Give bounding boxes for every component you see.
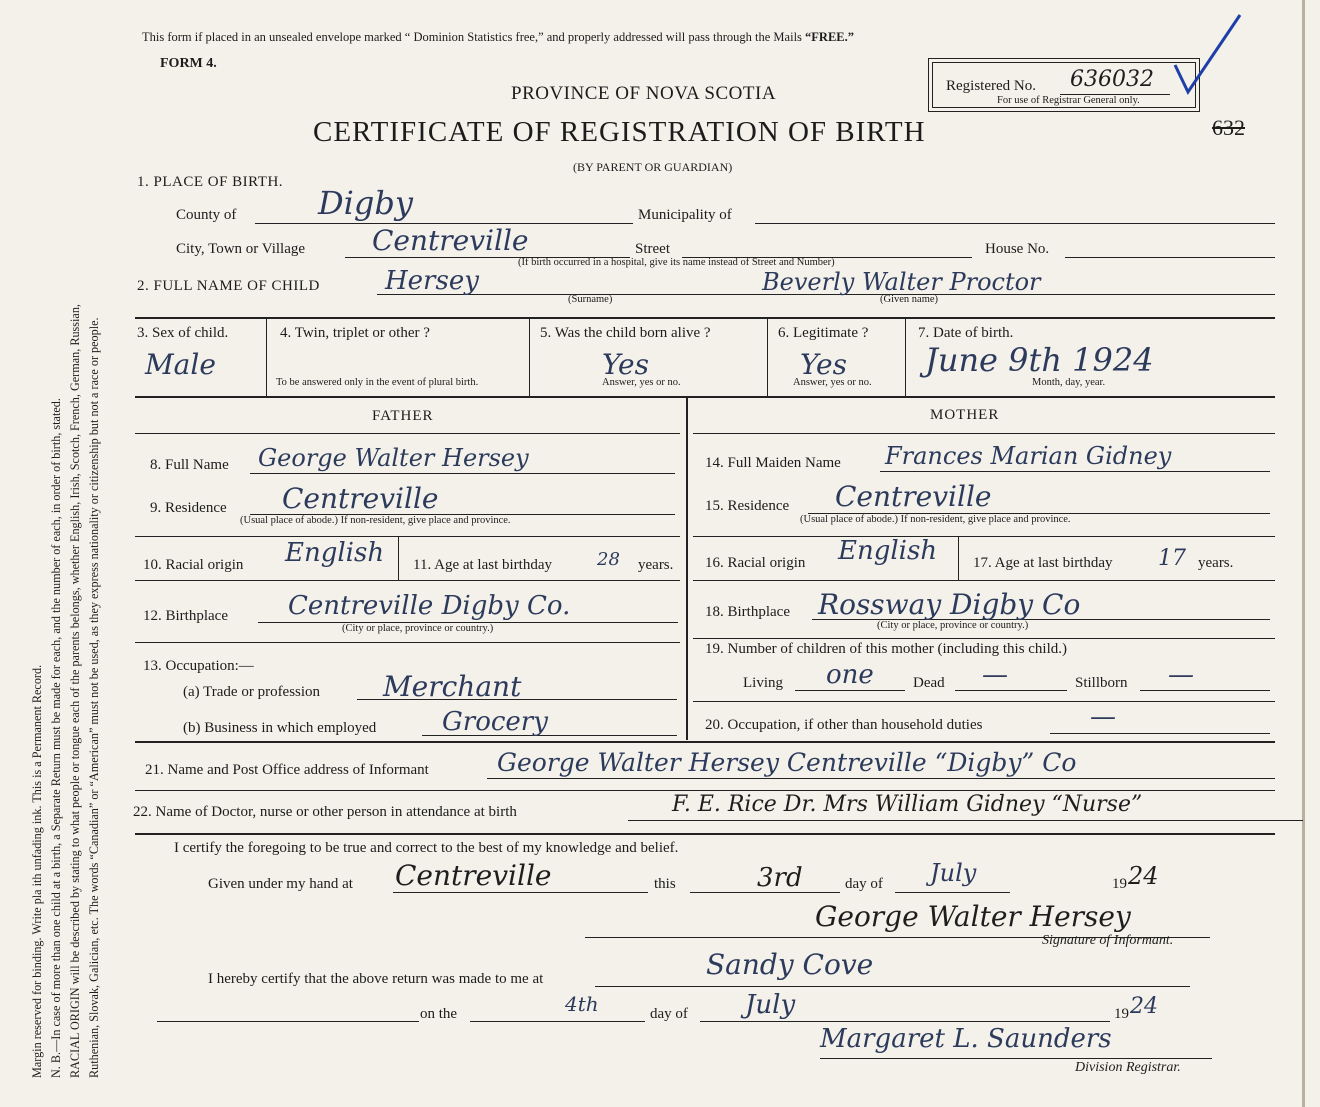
father-birthplace-note: (City or place, province or country.) (342, 623, 494, 634)
father-heading: FATHER (372, 408, 434, 424)
house-line (1065, 257, 1275, 258)
child-name-label: 2. FULL NAME OF CHILD (137, 278, 320, 294)
father-residence-value: Centreville (282, 482, 439, 515)
father-name-value: George Walter Hersey (258, 444, 529, 472)
father-section-line-3 (135, 642, 680, 643)
given-day-value: 3rd (757, 863, 803, 893)
registrar-day-of-label: day of (650, 1006, 688, 1022)
county-value: Digby (318, 184, 413, 222)
registrar-signature: Margaret L. Saunders (820, 1024, 1112, 1054)
registrar-signature-label: Division Registrar. (1075, 1060, 1181, 1075)
mother-heading: MOTHER (930, 407, 1000, 423)
mother-stillborn-line (1140, 690, 1270, 691)
place-of-birth-label: 1. PLACE OF BIRTH. (137, 174, 284, 190)
mother-birthplace-label: 18. Birthplace (705, 604, 790, 620)
father-age-label: 11. Age at last birthday (413, 557, 552, 573)
mother-age-unit: years. (1198, 555, 1234, 571)
doctor-line (628, 820, 1303, 821)
given-month-line (895, 892, 1010, 893)
registrar-use-note: For use of Registrar General only. (997, 95, 1140, 106)
mother-racial-label: 16. Racial origin (705, 555, 806, 571)
registrar-month-line (700, 1021, 1110, 1022)
registrar-place-value: Sandy Cove (706, 948, 874, 981)
given-place-value: Centreville (395, 859, 552, 892)
given-place-line (393, 892, 648, 893)
mother-living-line (795, 690, 905, 691)
registrar-on-the-label: on the (420, 1006, 458, 1022)
legitimate-label: 6. Legitimate ? (778, 325, 869, 341)
mother-residence-value: Centreville (835, 480, 992, 513)
province-heading: PROVINCE OF NOVA SCOTIA (511, 83, 777, 104)
mother-children-label: 19. Number of children of this mother (including this child.) (705, 641, 1068, 657)
hospital-note: (If birth occurred in a hospital, give its name instead of Street and Number) (518, 257, 835, 268)
registrar-day-value: 4th (565, 992, 599, 1016)
page-title: CERTIFICATE OF REGISTRATION OF BIRTH (313, 116, 926, 148)
mother-dead-label: Dead (913, 675, 945, 691)
father-age-value: 28 (597, 549, 620, 570)
mother-dead-value: — (982, 660, 1008, 690)
alive-value: Yes (602, 348, 649, 381)
mother-section-line-1 (693, 536, 1275, 537)
doctor-value: F. E. Rice Dr. Mrs William Gidney “Nurse” (672, 792, 1143, 817)
registrar-day-line (157, 1021, 419, 1022)
form-number: FORM 4. (160, 56, 217, 71)
father-racial-label: 10. Racial origin (143, 557, 244, 573)
given-this-label: this (654, 876, 676, 892)
registrar-month-value: July (745, 990, 796, 1020)
informant-value: George Walter Hersey Centreville “Digby” Co (497, 748, 1077, 777)
registrar-year-value: 24 (1130, 994, 1158, 1019)
mother-residence-label: 15. Residence (705, 498, 790, 514)
father-trade-value: Merchant (383, 670, 522, 703)
mother-living-value: one (826, 660, 874, 690)
sex-value: Male (145, 348, 216, 381)
mother-occupation-label: 20. Occupation, if other than household duties (705, 717, 983, 733)
row3-divider-4 (905, 317, 906, 396)
father-racial-value: English (285, 538, 385, 568)
parents-divider (686, 396, 688, 740)
father-birthplace-value: Centreville Digby Co. (288, 591, 571, 621)
mail-notice-text-3: and properly addressed will pass through the Mails (546, 30, 802, 44)
check-mark-icon (1170, 10, 1250, 100)
mother-section-line-4 (693, 701, 1275, 702)
paper-edge (1302, 0, 1305, 1107)
father-heading-line (135, 433, 680, 434)
municipality-line (755, 223, 1275, 224)
mother-stillborn-value: — (1168, 660, 1194, 690)
father-section-line-2 (135, 580, 680, 581)
child-given-name: Beverly Walter Proctor (762, 268, 1041, 296)
given-month-value: July (930, 859, 977, 887)
alive-label: 5. Was the child born alive ? (540, 325, 711, 341)
mother-racial-divider (958, 536, 959, 580)
row3-divider-2 (529, 317, 530, 396)
mother-age-value: 17 (1158, 546, 1186, 571)
father-trade-label: (a) Trade or profession (183, 684, 321, 700)
doctor-label: 22. Name of Doctor, nurse or other person in attendance at birth (133, 804, 517, 820)
registered-label: Registered No. (946, 78, 1036, 94)
given-name-note: (Given name) (880, 294, 939, 305)
mother-dead-line (955, 690, 1067, 691)
given-year-value: 24 (1128, 862, 1159, 890)
row3-divider-3 (767, 317, 768, 396)
legitimate-value: Yes (800, 348, 847, 381)
margin-note-binding: Margin reserved for binding. Write pla ith unfading ink. This is a Permanent Record. (30, 664, 44, 1078)
given-day-of-label: day of (845, 876, 883, 892)
surname-note: (Surname) (568, 294, 613, 305)
informant-line (487, 778, 1275, 779)
father-section-line-1 (135, 536, 680, 537)
mother-section-line-3 (693, 638, 1275, 639)
row3-divider-1 (266, 317, 267, 396)
mother-name-label: 14. Full Maiden Name (705, 455, 841, 471)
page-subtitle: (BY PARENT OR GUARDIAN) (573, 160, 733, 174)
father-occupation-label: 13. Occupation:— (143, 658, 254, 674)
mail-notice-text-1: This form if placed in an unsealed envelope marked (142, 30, 402, 44)
doctor-bottom-border (135, 833, 1275, 835)
registered-number: 636032 (1070, 67, 1154, 92)
father-business-value: Grocery (442, 707, 548, 737)
father-residence-note: (Usual place of abode.) If non-resident, give place and province. (240, 515, 511, 526)
informant-bottom-border (135, 790, 1275, 791)
registrar-signature-line (820, 1058, 1212, 1059)
mother-occupation-line (1050, 733, 1270, 734)
city-label: City, Town or Village (176, 241, 306, 257)
registrar-place-line (595, 986, 1190, 987)
registrar-day-line-2 (470, 1021, 645, 1022)
father-name-label: 8. Full Name (150, 457, 229, 473)
father-birthplace-label: 12. Birthplace (143, 608, 228, 624)
house-label: House No. (985, 241, 1050, 257)
row3-bottom-border (135, 396, 1275, 398)
alive-note: Answer, yes or no. (602, 377, 681, 388)
mother-racial-value: English (838, 536, 938, 566)
informant-signature-label: Signature of Informant. (1042, 933, 1174, 948)
dob-note: Month, day, year. (1032, 377, 1106, 388)
mother-residence-note: (Usual place of abode.) If non-resident, give place and province. (800, 514, 1071, 525)
given-under-label: Given under my hand at (208, 876, 353, 892)
city-value: Centreville (372, 224, 529, 257)
father-residence-label: 9. Residence (150, 500, 227, 516)
certification-statement: I certify the foregoing to be true and correct to the best of my knowledge and belief. (174, 840, 679, 856)
legitimate-note: Answer, yes or no. (793, 377, 872, 388)
corner-mark: 632 (1212, 115, 1245, 140)
street-label: Street (635, 241, 670, 257)
father-age-unit: years. (638, 557, 674, 573)
parents-bottom-border (135, 741, 1275, 743)
sex-label: 3. Sex of child. (137, 325, 229, 341)
informant-label: 21. Name and Post Office address of Informant (145, 762, 429, 778)
father-name-line (250, 473, 675, 474)
father-racial-divider (398, 536, 399, 580)
father-business-label: (b) Business in which employed (183, 720, 377, 736)
child-surname: Hersey (385, 266, 479, 296)
margin-note-racial-origin: RACIAL ORIGIN will be described by stating to what people or tongue each of the parents belongs, whether English, Irish, Scotch, French, German, Russian, (68, 304, 82, 1078)
county-label: County of (176, 207, 237, 223)
dob-value: June 9th 1924 (925, 341, 1154, 379)
given-year-prefix: 19 (1112, 876, 1127, 892)
mother-living-label: Living (743, 675, 783, 691)
mother-age-label: 17. Age at last birthday (973, 555, 1113, 571)
margin-note-multiple-births: N. B.—In case of more than one child at a birth, a Separate Return must be made for each, and the number of each, in order of birth, stated. (49, 398, 63, 1078)
mother-name-line (880, 471, 1270, 472)
informant-signature: George Walter Hersey (815, 900, 1131, 933)
municipality-label: Municipality of (638, 207, 732, 223)
twin-label: 4. Twin, triplet or other ? (280, 325, 430, 341)
dob-label: 7. Date of birth. (918, 325, 1014, 341)
registrar-statement: I hereby certify that the above return was made to me at (208, 971, 544, 987)
mail-notice (142, 30, 854, 45)
mother-heading-line (693, 433, 1275, 434)
mother-name-value: Frances Marian Gidney (885, 442, 1172, 470)
twin-note: To be answered only in the event of plural birth. (276, 377, 479, 388)
mother-stillborn-label: Stillborn (1075, 675, 1128, 691)
mail-notice-free: “FREE.” (805, 30, 855, 44)
margin-note-racial-origin-cont: Ruthenian, Slovak, Galician, etc. The words “Canadian” or “American” must not be used, as they express nationality or citizenship but not a race or people. (87, 317, 101, 1078)
mail-notice-text-2: “ Dominion Statistics free,” (404, 30, 544, 44)
mother-birthplace-note: (City or place, province or country.) (877, 620, 1029, 631)
row3-top-border (135, 317, 1275, 319)
mother-birthplace-value: Rossway Digby Co (818, 588, 1081, 621)
mother-section-line-2 (693, 580, 1275, 581)
mother-occupation-value: — (1090, 702, 1116, 732)
registrar-year-prefix: 19 (1114, 1006, 1129, 1022)
